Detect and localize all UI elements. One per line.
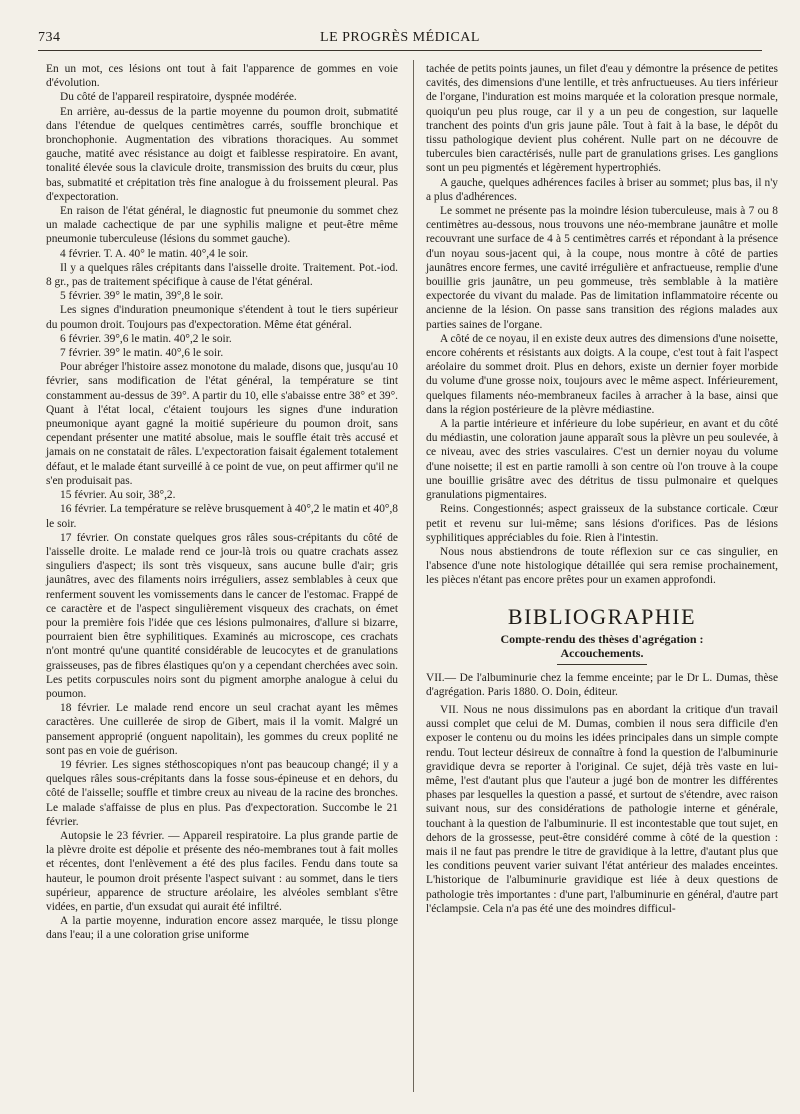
paragraph: Reins. Congestionnés; aspect graisseux de la substance corticale. Cœur petit et revenu sur lui-même; sans lésions d'orifices. Pas de lésions syphilitiques appréciables du foie. Rien à l'intestin.: [426, 503, 778, 544]
left-column: [46, 62, 398, 943]
paragraph: A gauche, quelques adhérences faciles à briser au sommet; plus bas, il n'y a plus d'adhérences.: [426, 176, 778, 203]
paragraph: Pour abréger l'histoire assez monotone du malade, disons que, jusqu'au 10 février, sans modification de l'état général, la température se tint constamment au-dessus de 39°. A partir du 10, elle s'abaisse entre 38° et 39°. Quant à l'état local, c'étaient toujours les signes d'une induration pneumonique ayant gagné la moitié supérieure du poumon droit, sans cependant présenter une matité absolue, mais le souffle était très accusé et jamais on ne constatait de râles. L'expectoration faisait également totalement défaut, et le malade étant surveillé à ce point de vue, on peut affirmer qu'il ne s'en produisait pas.: [46, 361, 398, 487]
paragraph: En raison de l'état général, le diagnostic fut pneumonie du sommet chez un malade cachectique de par une syphilis maligne et peut-être même pneumonie tuberculeuse (lésions du sommet gauche).: [46, 205, 398, 246]
paragraph: 5 février. 39° le matin, 39°,8 le soir.: [60, 290, 224, 303]
page-number: 734: [38, 30, 61, 45]
section-rule: [557, 664, 647, 665]
paragraph: 15 février. Au soir, 38°,2.: [60, 489, 176, 502]
right-column: [426, 62, 778, 916]
paragraph: En un mot, ces lésions ont tout à fait l'apparence de gommes en voie d'évolution.: [46, 63, 398, 90]
paragraph: Autopsie le 23 février. — Appareil respiratoire. La plus grande partie de la plèvre droite est dépolie et présente des néo-membranes tout à fait molles et récentes, dont l'enlèvement a été des plus faciles. Fendu dans toute sa hauteur, le poumon droit présente l'aspect suivant : au sommet, dans le tiers supérieur, apparence de structure aréolaire, les alvéoles semblant s'être vidées, en partie, d'un exsudat qui aurait été infiltré.: [46, 829, 398, 913]
paragraph: VII. Nous ne nous dissimulons pas en abordant la critique d'un travail aussi complet que celui de M. Dumas, combien il nous sera difficile d'en exposer le contenu ou du moins les idées principales dans un simple compte rendu. Tout lecteur désireux de connaître à fond la question de l'albuminurie gravidique devra se reporter à l'original. Ce sujet, déjà très vaste en lui-même, l'est d'autant plus que l'auteur a jugé bon de montrer les différentes phases par lesquelles la question a passé, et surtout de s'étendre, avec raison suivant nous, sur des considérations de pathologie interne et générale, touchant à la question de l'albuminurie. Il est incontestable que tout sujet, en dehors de la grossesse, peut-être considéré comme à côté de la question : mais il ne faut pas prendre le titre de gravidique à la lettre, d'autant plus que les conditions peuvent varier suivant l'état antérieur des malades enceintes. L'historique de l'albuminurie gravidique est liée à deux questions de pathologie très importantes : d'une part, l'albuminurie en général, d'autre part l'éclampsie. Cela n'a pas été une des moindres difficul-: [426, 703, 778, 915]
journal-title: LE PROGRÈS MÉDICAL: [320, 30, 480, 45]
paragraph: En arrière, au-dessus de la partie moyenne du poumon droit, submatité dans l'étendue de quelques centimètres carrés, souffle bronchique et bronchophonie. Augmentation des vibrations thoraciques. Au sommet gauche, matité avec résistance au doigt et faiblesse respiratoire. En avant, tonalité élevée sous la clavicule droite, transmission des bruits du cœur, plus bas, submatité et crépitation très fine analogue à du froissement pleural. Pas d'expectoration.: [46, 105, 398, 203]
column-divider: [413, 60, 414, 1092]
paragraph: 17 février. On constate quelques gros râles sous-crépitants du côté de l'aisselle droite. Le malade rend ce jour-là trois ou quatre crachats assez singuliers d'aspect; ils sont très visqueux, sans aucune bulle d'air; gris jaunâtres, avec des filaments noirs irréguliers, assez semblables à ceux que renferment souvent les vomissements dans le cancer de l'estomac. Frappé de ce caractère et de l'aspect singulièrement visqueux des crachats, on émet pour la première fois l'idée que ces lésions pulmonaires, d'allure si bizarre, pourraient bien être syphilitiques. Examinés au microscope, ces crachats n'ont montré qu'une quantité considérable de leucocytes et de granulations graisseuses, pas de fibres élastiques qu'on y a cependant cherchées avec soin. Les petits corpuscules noirs sont du pigment amorphe analogue à celui du poumon.: [46, 531, 398, 700]
paragraph: A la partie intérieure et inférieure du lobe supérieur, en avant et du côté du médiastin, une coloration jaune apparaît sous la plèvre un peu soulevée, à ce niveau, avec des stries vasculaires. C'est un dernier noyau du volume d'une noisette; il est en partie ramolli à son centre où l'on trouve à la coupe une bouillie grisâtre avec des détritus de tissu pulmonaire et quelques granulations pigmentaires.: [426, 418, 778, 502]
paragraph: A la partie moyenne, induration encore assez marquée, le tissu plonge dans l'eau; il a une coloration grise uniforme: [46, 915, 398, 942]
paragraph: Il y a quelques râles crépitants dans l'aisselle droite. Traitement. Pot.-iod. 8 gr., pas de traitement spécifique à cause de l'état général.: [46, 261, 398, 289]
paragraph: 4 février. T. A. 40° le matin. 40°,4 le soir.: [60, 247, 249, 260]
paragraph: A côté de ce noyau, il en existe deux autres des dimensions d'une noisette, encore cohérents et résistants aux doigts. A la coupe, c'est tout à fait l'aspect aréolaire du sommet droit. Plus en dehors, existe un dernier foyer morbide du volume d'une grosse noix, toujours avec le même aspect. Inférieurement, quelques filaments néo-membraneux faciles à arracher à la base, ainsi que dans la région postérieure de la plèvre médiastine.: [426, 332, 778, 416]
paragraph: tachée de petits points jaunes, un filet d'eau y démontre la présence de petites cavités, des dimensions d'une lentille, et très anfructueuses. Au tiers inférieur de l'organe, l'induration est moins marquée et la coloration presque normale, quoiqu'un peu plus rouge, car il y a un peu de congestion, sur laquelle tranchent des points d'un gris jaune pâle. Tout à fait à la base, le dépôt du tissu pathologique devient plus cohérent. Nulle part on ne découvre de tubercules bien caractérisés, nulle part de granulations grises. Les ganglions sont un peu pigmentés et légèrement hypertrophiés.: [426, 63, 778, 175]
paragraph: 6 février. 39°,6 le matin. 40°,2 le soir.: [60, 332, 232, 345]
paragraph: Les signes d'induration pneumonique s'étendent à tout le tiers supérieur du poumon droit. Toujours pas d'expectoration. Même état général.: [46, 304, 398, 331]
paragraph: Le sommet ne présente pas la moindre lésion tuberculeuse, mais à 7 ou 8 centimètres au-dessous, nous trouvons une néo-membrane jaunâtre et molle recouvrant une surface de 4 à 5 centimètres carrés et répondant à la présence d'un noyau sous-jacent qui, à la coupe, nous montre à côté de parties jaunâtres encore fermes, une cavité irrégulière et anfractueuse, remplie d'une bouillie gris jaunâtre, un peu gommeuse, très semblable à la matière expectorée du vivant du malade. Pas de limitation inflammatoire récente ou ancienne de la lésion. On passe sans transition des régions malades aux parties saines de l'organe.: [426, 205, 778, 331]
bibliography-entry: VII.— De l'albuminurie chez la femme enceinte; par le Dr L. Dumas, thèse d'agrégation. Paris 1880. O. Doin, éditeur.: [426, 671, 778, 698]
paragraph: Du côté de l'appareil respiratoire, dyspnée modérée.: [60, 91, 297, 104]
bibliography-subtitle: Compte-rendu des thèses d'agrégation :: [500, 631, 704, 646]
page-header: [38, 30, 762, 51]
paragraph: Nous nous abstiendrons de toute réflexion sur ce cas singulier, en l'absence d'une note histologique détaillée qui sera remise prochainement, les pièces n'étant pas encore prêtes pour un examen approfondi.: [426, 545, 778, 587]
bibliography-heading: BIBLIOGRAPHIE: [507, 603, 697, 629]
paragraph: 16 février. La température se relève brusquement à 40°,2 le matin et 40°,8 le soir.: [46, 503, 398, 530]
bibliography-subtitle-2: Accouchements.: [560, 645, 644, 660]
paragraph: 18 février. Le malade rend encore un seul crachat ayant les mêmes caractères. Une cuillerée de sirop de Gibert, mais il la vomit. Malgré un pansement approprié (onguent napolitain), les gommes du creux poplité ne sont pas en voie de guérison.: [46, 702, 398, 757]
paragraph: 19 février. Les signes stéthoscopiques n'ont pas beaucoup changé; il y a quelques râles sous-crépitants dans la fosse sous-épineuse et en dehors, du côté de l'aisselle; souffle et timbre creux au niveau de la racine des bronches. Le malade s'affaisse de plus en plus. Pas d'expectoration. Succombe le 21 février.: [46, 758, 398, 828]
paragraph: 7 février. 39° le matin. 40°,6 le soir.: [60, 347, 224, 360]
